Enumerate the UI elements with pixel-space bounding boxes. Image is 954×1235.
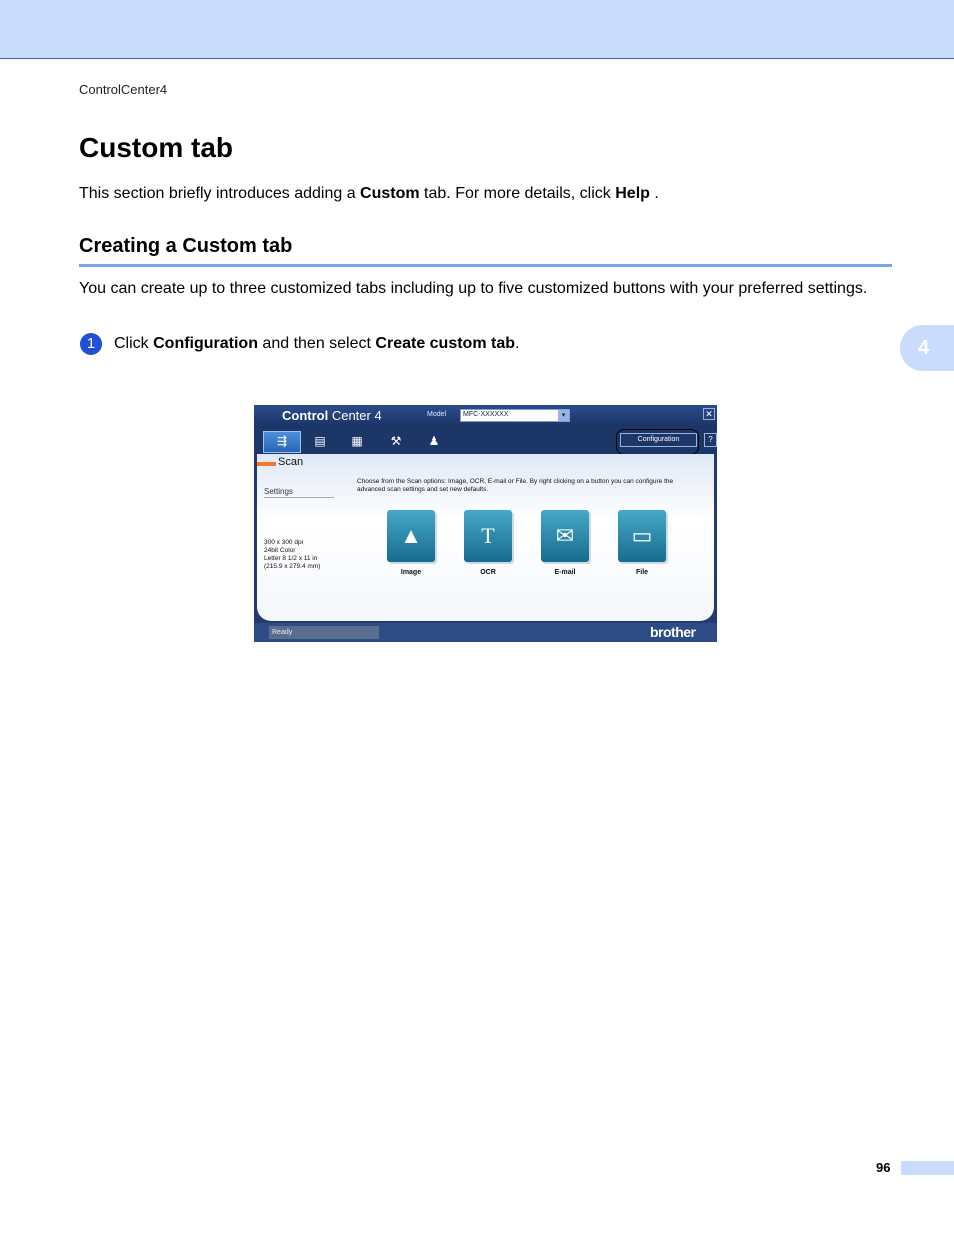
help-button[interactable]: ? xyxy=(704,433,717,447)
scan-description: Choose from the Scan options: Image, OCR, E-mail or File. By right clicking on a button you can configure the advanced scan settings and set new defaults. xyxy=(357,478,674,493)
model-dropdown[interactable] xyxy=(460,409,570,422)
page-title: Custom tab xyxy=(79,132,233,163)
email-button[interactable]: ✉ xyxy=(541,510,589,562)
controlcenter-window xyxy=(254,405,717,642)
status-text: Ready xyxy=(269,626,379,639)
custom-term: Custom xyxy=(360,185,420,202)
active-tab-marker xyxy=(257,462,276,466)
step-number-badge: 1 xyxy=(80,333,102,355)
file-button[interactable]: ▭ xyxy=(618,510,666,562)
help-term: Help xyxy=(615,185,650,202)
chevron-down-icon[interactable]: ▾ xyxy=(558,410,569,421)
running-title: ControlCenter4 xyxy=(79,82,168,97)
page-number: 96 xyxy=(876,1160,891,1175)
scan-panel xyxy=(257,454,714,621)
step-text: Click Configuration and then select Create custom tab. xyxy=(114,335,520,352)
configuration-button[interactable]: Configuration xyxy=(620,433,697,447)
highlight-circle xyxy=(616,429,699,455)
person-icon[interactable]: ♟ xyxy=(428,434,440,448)
chapter-tab: 4 xyxy=(900,325,954,371)
settings-title: Settings xyxy=(264,487,334,498)
email-button-label: E-mail xyxy=(554,569,576,576)
image-button-label: Image xyxy=(400,569,422,576)
scan-icon[interactable]: ⇶ xyxy=(263,431,301,453)
heading-rule xyxy=(79,264,892,267)
intro-text: This section briefly introduces adding a Custom tab. For more details, click Help . xyxy=(79,185,659,202)
configuration-term: Configuration xyxy=(153,335,258,352)
header-band xyxy=(0,0,954,59)
app-logo: Control Center 4 xyxy=(282,408,382,423)
footer-bar xyxy=(901,1161,954,1175)
model-value: MFC-XXXXXX xyxy=(463,411,509,418)
settings-info: 300 x 300 dpi 24bit Color Letter 8 1/2 x 11 in (215.9 x 279.4 mm) xyxy=(264,539,321,570)
body-paragraph: You can create up to three customized tabs including up to five customized buttons with your preferred settings. xyxy=(79,280,868,297)
subsection-title: Creating a Custom tab xyxy=(79,235,293,257)
model-label: Model xyxy=(427,411,447,418)
document-icon[interactable]: ▤ xyxy=(314,434,326,448)
ocr-button[interactable]: T xyxy=(464,510,512,562)
brother-logo: brother xyxy=(650,624,696,640)
create-custom-tab-term: Create custom tab xyxy=(375,335,515,352)
app-titlebar xyxy=(254,405,717,427)
active-tab-label: Scan xyxy=(278,456,304,468)
ocr-button-label: OCR xyxy=(480,569,496,576)
app-statusbar xyxy=(254,623,717,642)
tools-icon[interactable]: ⚒ xyxy=(390,434,402,448)
close-icon[interactable]: ✕ xyxy=(703,408,715,420)
fax-icon[interactable]: ▦ xyxy=(351,434,363,448)
image-button[interactable]: ▲ xyxy=(387,510,435,562)
file-button-label: File xyxy=(635,569,649,576)
